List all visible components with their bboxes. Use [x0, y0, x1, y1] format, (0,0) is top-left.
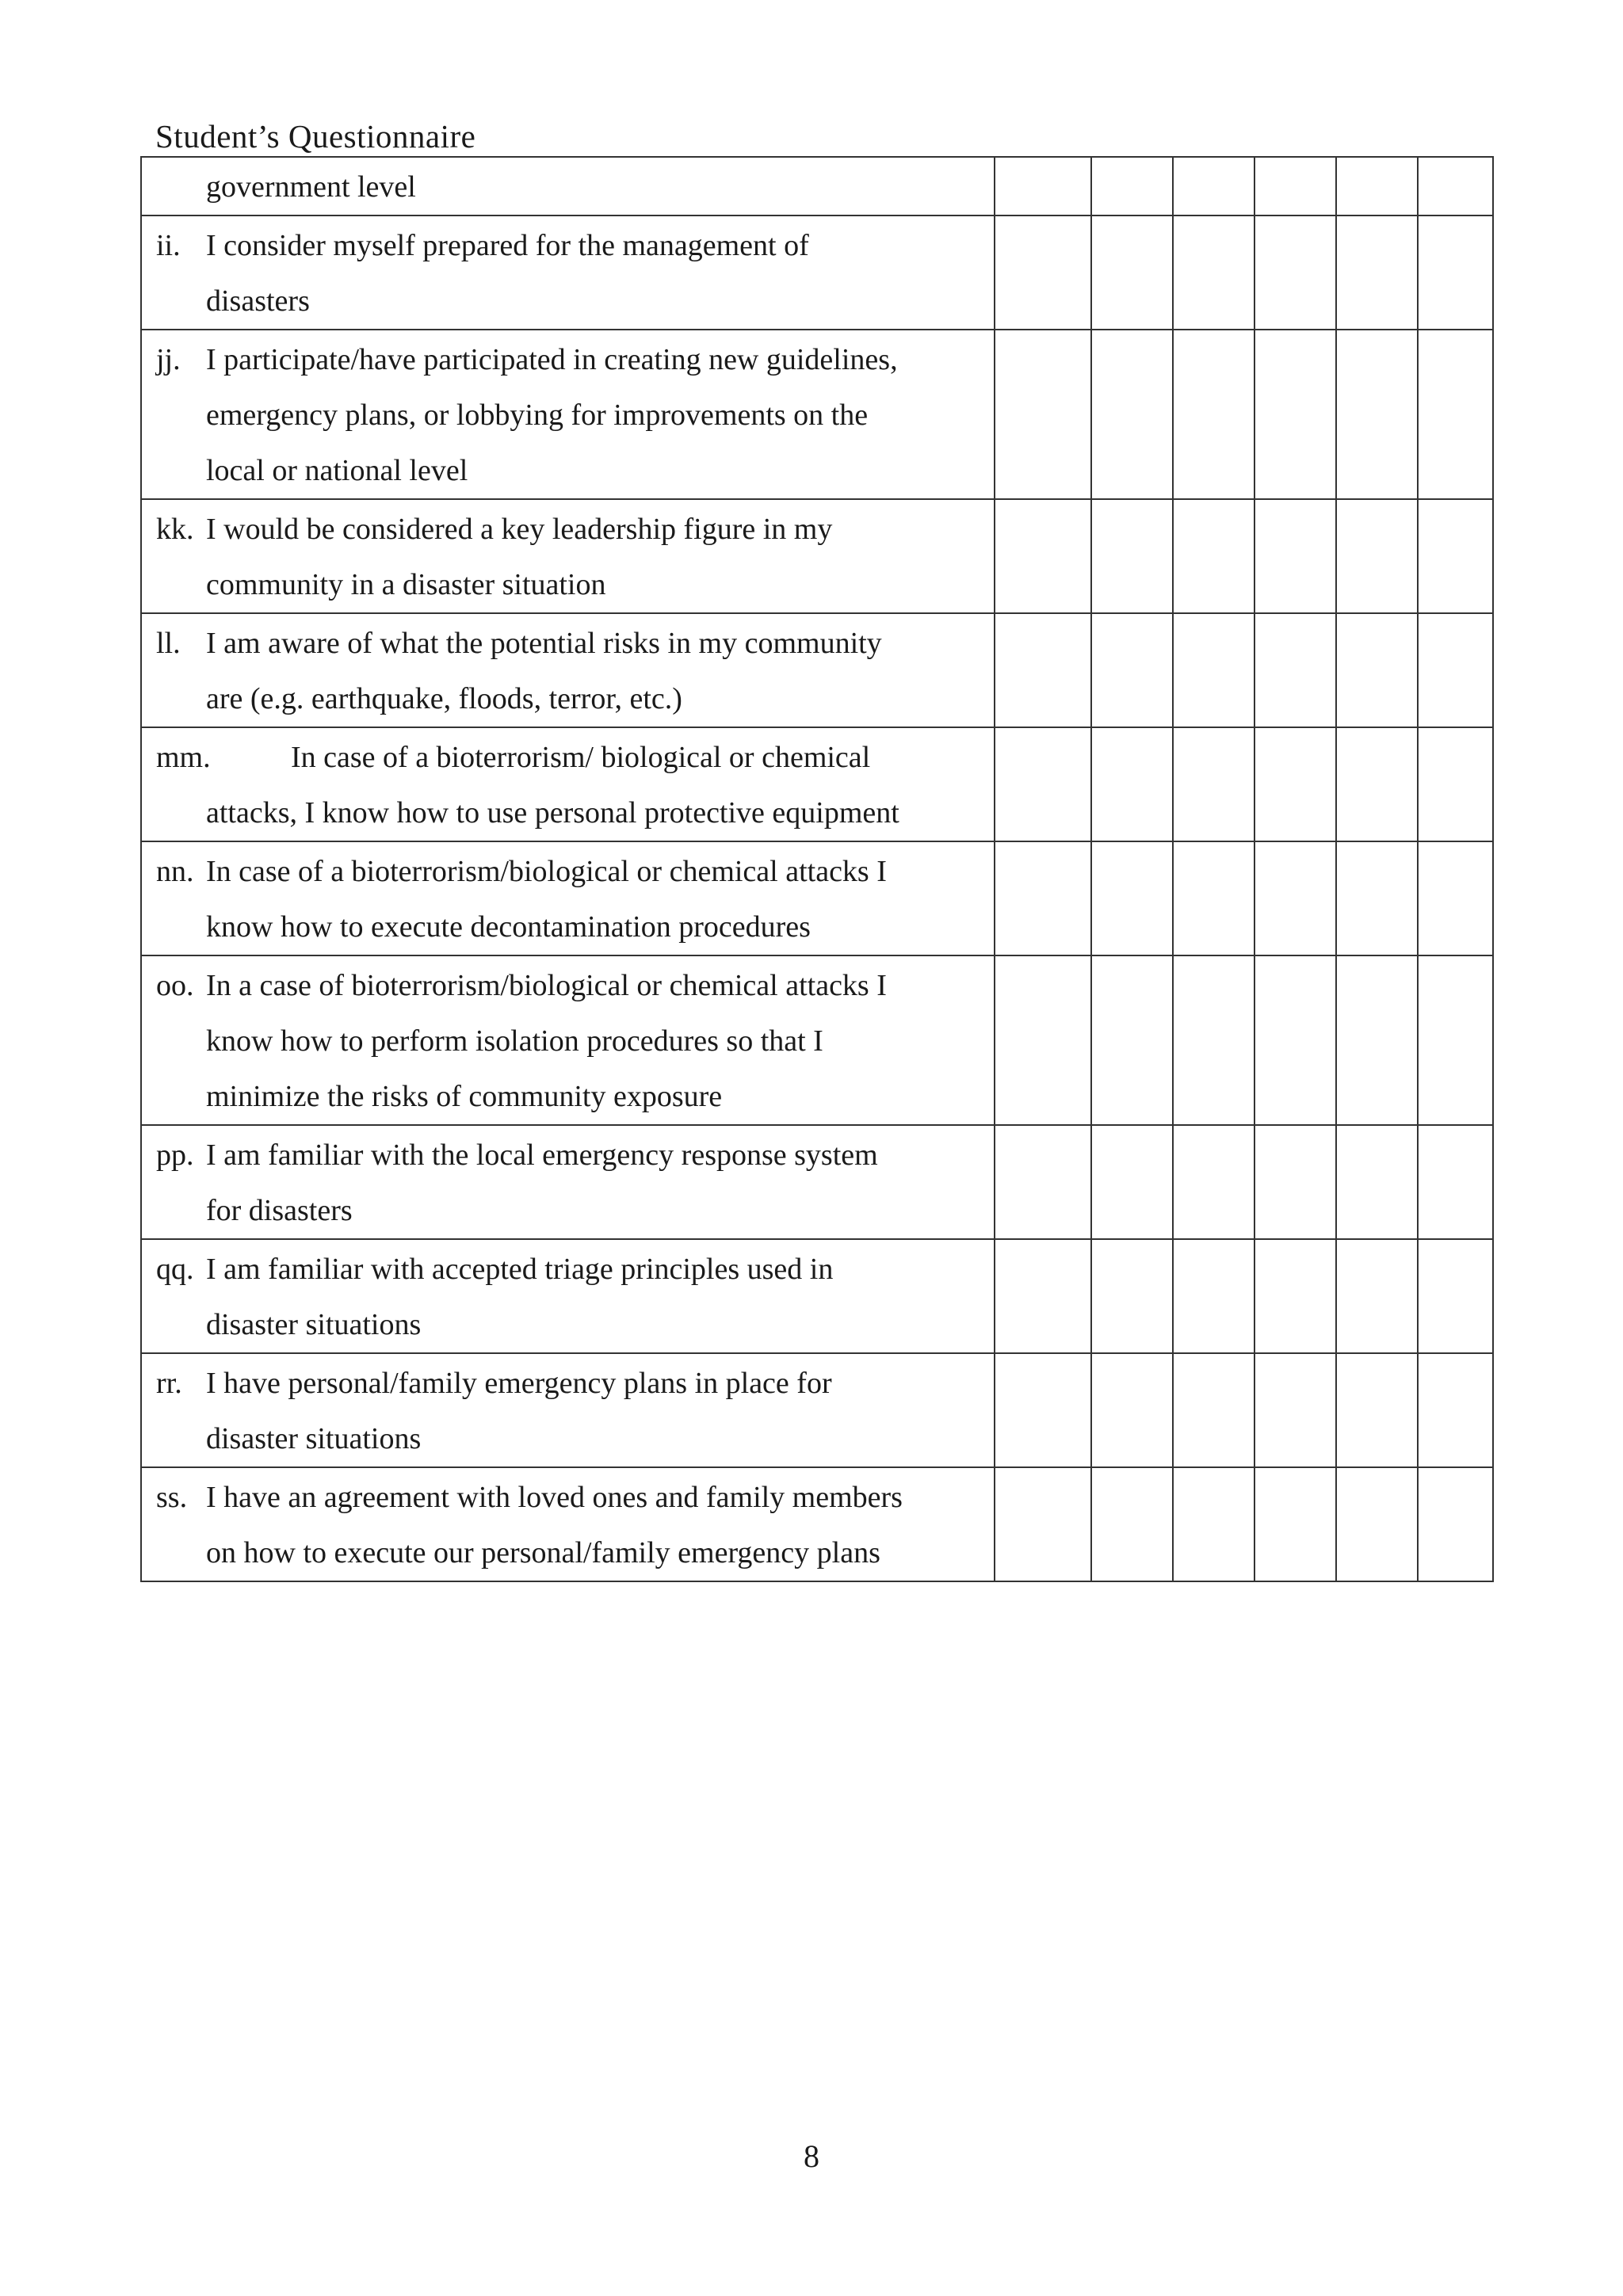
item-text-line: disaster situations — [206, 1308, 422, 1341]
response-checkbox-cell[interactable] — [995, 1125, 1091, 1239]
item-text-line: I am aware of what the potential risks in my community — [206, 627, 882, 660]
questionnaire-row — [141, 499, 1493, 613]
response-checkbox-cell[interactable] — [1091, 613, 1173, 727]
question-cell — [141, 499, 995, 613]
questionnaire-row — [141, 330, 1493, 499]
question-cell — [141, 1467, 995, 1581]
question-cell — [141, 955, 995, 1125]
questionnaire-row — [141, 1125, 1493, 1239]
response-checkbox-cell[interactable] — [1336, 955, 1418, 1125]
questionnaire-row — [141, 841, 1493, 955]
item-label: kk. — [156, 513, 194, 546]
response-checkbox-cell[interactable] — [995, 613, 1091, 727]
page-title: Student’s Questionnaire — [155, 118, 476, 154]
questionnaire-table — [140, 156, 1494, 1582]
response-checkbox-cell[interactable] — [1254, 157, 1336, 215]
response-checkbox-cell[interactable] — [1336, 330, 1418, 499]
response-checkbox-cell[interactable] — [1254, 499, 1336, 613]
item-text-line: local or national level — [206, 454, 468, 487]
questionnaire-row — [141, 1467, 1493, 1581]
question-cell — [141, 1239, 995, 1353]
item-text-line: I am familiar with accepted triage principles used in — [206, 1253, 834, 1286]
response-checkbox-cell[interactable] — [1091, 1467, 1173, 1581]
response-checkbox-cell[interactable] — [1254, 1467, 1336, 1581]
response-checkbox-cell[interactable] — [1254, 1239, 1336, 1353]
item-label: qq. — [156, 1253, 194, 1286]
item-label: pp. — [156, 1138, 194, 1172]
response-checkbox-cell[interactable] — [995, 330, 1091, 499]
response-checkbox-cell[interactable] — [1336, 1239, 1418, 1353]
response-checkbox-cell[interactable] — [1336, 157, 1418, 215]
item-text-line: I am familiar with the local emergency response system — [206, 1138, 878, 1172]
response-checkbox-cell[interactable] — [1418, 1467, 1493, 1581]
item-text-line: minimize the risks of community exposure — [206, 1080, 723, 1113]
response-checkbox-cell[interactable] — [1173, 499, 1254, 613]
response-checkbox-cell[interactable] — [1091, 330, 1173, 499]
response-checkbox-cell[interactable] — [1336, 215, 1418, 330]
item-label: ll. — [156, 627, 181, 660]
response-checkbox-cell[interactable] — [995, 955, 1091, 1125]
item-text-line: emergency plans, or lobbying for improvements on the — [206, 399, 869, 432]
response-checkbox-cell[interactable] — [1091, 955, 1173, 1125]
question-cell — [141, 330, 995, 499]
response-checkbox-cell[interactable] — [1418, 330, 1493, 499]
question-cell — [141, 613, 995, 727]
item-text-line: attacks, I know how to use personal protective equipment — [206, 796, 899, 830]
response-checkbox-cell[interactable] — [995, 499, 1091, 613]
response-checkbox-cell[interactable] — [1173, 1125, 1254, 1239]
questionnaire-row — [141, 955, 1493, 1125]
response-checkbox-cell[interactable] — [1173, 215, 1254, 330]
response-checkbox-cell[interactable] — [1091, 1125, 1173, 1239]
response-checkbox-cell[interactable] — [1254, 613, 1336, 727]
response-checkbox-cell[interactable] — [1336, 727, 1418, 841]
response-checkbox-cell[interactable] — [1091, 1353, 1173, 1467]
questionnaire-row — [141, 613, 1493, 727]
item-text-line: In case of a bioterrorism/ biological or chemical — [291, 741, 871, 774]
response-checkbox-cell[interactable] — [1418, 841, 1493, 955]
response-checkbox-cell[interactable] — [1336, 1125, 1418, 1239]
item-label: mm. — [156, 741, 211, 774]
item-label: nn. — [156, 855, 194, 888]
response-checkbox-cell[interactable] — [1418, 955, 1493, 1125]
item-label: ii. — [156, 229, 181, 262]
response-checkbox-cell[interactable] — [995, 727, 1091, 841]
response-checkbox-cell[interactable] — [1254, 727, 1336, 841]
response-checkbox-cell[interactable] — [1173, 955, 1254, 1125]
response-checkbox-cell[interactable] — [1336, 1467, 1418, 1581]
item-text-line: on how to execute our personal/family emergency plans — [206, 1536, 880, 1569]
question-cell — [141, 841, 995, 955]
page-number: 8 — [804, 2138, 819, 2174]
item-text-line: I have personal/family emergency plans in place for — [206, 1367, 832, 1400]
response-checkbox-cell[interactable] — [1091, 157, 1173, 215]
response-checkbox-cell[interactable] — [1336, 499, 1418, 613]
response-checkbox-cell[interactable] — [1418, 613, 1493, 727]
questionnaire-row — [141, 1353, 1493, 1467]
response-checkbox-cell[interactable] — [995, 841, 1091, 955]
response-checkbox-cell[interactable] — [1254, 330, 1336, 499]
response-checkbox-cell[interactable] — [1091, 499, 1173, 613]
item-text-line: know how to execute decontamination procedures — [206, 910, 811, 944]
response-checkbox-cell[interactable] — [1418, 499, 1493, 613]
response-checkbox-cell[interactable] — [995, 215, 1091, 330]
item-label: rr. — [156, 1367, 182, 1400]
response-checkbox-cell[interactable] — [995, 1239, 1091, 1353]
response-checkbox-cell[interactable] — [1091, 727, 1173, 841]
item-text-line: know how to perform isolation procedures so that I — [206, 1024, 823, 1058]
response-checkbox-cell[interactable] — [1336, 613, 1418, 727]
response-checkbox-cell[interactable] — [995, 157, 1091, 215]
item-text-line: I participate/have participated in creating new guidelines, — [206, 343, 898, 376]
response-checkbox-cell[interactable] — [1091, 215, 1173, 330]
item-label: oo. — [156, 969, 194, 1002]
question-cell — [141, 215, 995, 330]
response-checkbox-cell[interactable] — [995, 1353, 1091, 1467]
question-cell — [141, 727, 995, 841]
questionnaire-row — [141, 215, 1493, 330]
response-checkbox-cell[interactable] — [1091, 841, 1173, 955]
item-text-line: In a case of bioterrorism/biological or chemical attacks I — [206, 969, 887, 1002]
questionnaire-row — [141, 727, 1493, 841]
response-checkbox-cell[interactable] — [1418, 215, 1493, 330]
item-text-line: community in a disaster situation — [206, 568, 606, 601]
response-checkbox-cell[interactable] — [1173, 1467, 1254, 1581]
item-text-line: disaster situations — [206, 1422, 422, 1455]
item-text-line: are (e.g. earthquake, floods, terror, etc.) — [206, 682, 682, 715]
question-cell — [141, 1353, 995, 1467]
response-checkbox-cell[interactable] — [1173, 1353, 1254, 1467]
response-checkbox-cell[interactable] — [1418, 1125, 1493, 1239]
questionnaire-row — [141, 157, 1493, 215]
response-checkbox-cell[interactable] — [1336, 841, 1418, 955]
response-checkbox-cell[interactable] — [1173, 157, 1254, 215]
item-text-line: government level — [206, 170, 416, 204]
response-checkbox-cell[interactable] — [1173, 613, 1254, 727]
response-checkbox-cell[interactable] — [1173, 727, 1254, 841]
response-checkbox-cell[interactable] — [1254, 215, 1336, 330]
response-checkbox-cell[interactable] — [1418, 1239, 1493, 1353]
response-checkbox-cell[interactable] — [1091, 1239, 1173, 1353]
response-checkbox-cell[interactable] — [1254, 1125, 1336, 1239]
response-checkbox-cell[interactable] — [1254, 1353, 1336, 1467]
item-label: jj. — [156, 343, 181, 376]
item-text-line: disasters — [206, 284, 310, 318]
response-checkbox-cell[interactable] — [1173, 841, 1254, 955]
item-text-line: I consider myself prepared for the management of — [206, 229, 809, 262]
response-checkbox-cell[interactable] — [1418, 727, 1493, 841]
response-checkbox-cell[interactable] — [1418, 157, 1493, 215]
item-label: ss. — [156, 1481, 188, 1514]
response-checkbox-cell[interactable] — [1173, 1239, 1254, 1353]
item-text-line: I have an agreement with loved ones and family members — [206, 1481, 903, 1514]
response-checkbox-cell[interactable] — [1173, 330, 1254, 499]
response-checkbox-cell[interactable] — [1418, 1353, 1493, 1467]
item-text-line: I would be considered a key leadership figure in my — [206, 513, 833, 546]
response-checkbox-cell[interactable] — [1254, 841, 1336, 955]
item-text-line: for disasters — [206, 1194, 353, 1227]
question-cell — [141, 157, 995, 215]
response-checkbox-cell[interactable] — [1336, 1353, 1418, 1467]
question-cell — [141, 1125, 995, 1239]
questionnaire-row — [141, 1239, 1493, 1353]
response-checkbox-cell[interactable] — [995, 1467, 1091, 1581]
item-text-line: In case of a bioterrorism/biological or chemical attacks I — [206, 855, 887, 888]
response-checkbox-cell[interactable] — [1254, 955, 1336, 1125]
